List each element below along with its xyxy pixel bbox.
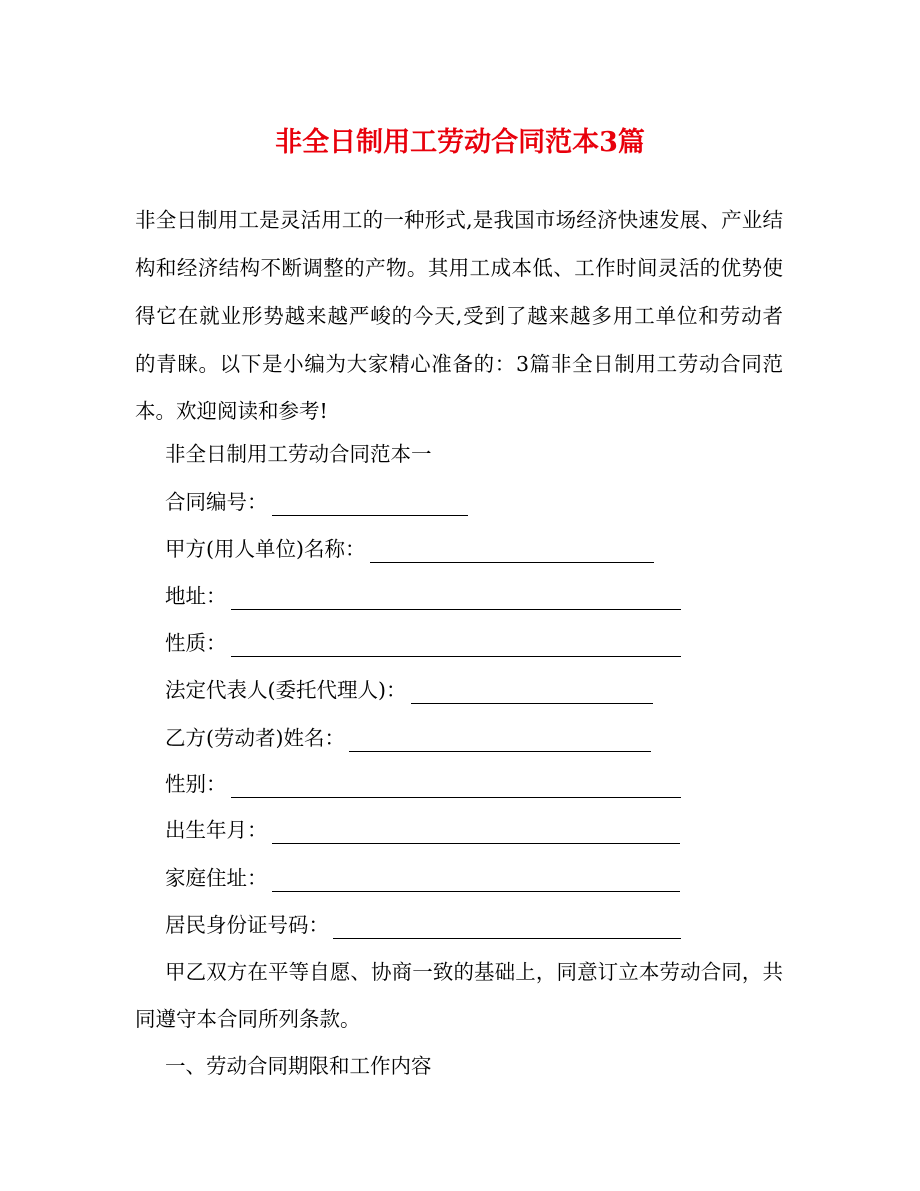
- agreement-line: 同遵守本合同所列条款。: [135, 1007, 361, 1031]
- field-label: 乙方(劳动者)姓名：: [165, 726, 345, 750]
- field-label: 法定代表人(委托代理人)：: [165, 678, 407, 702]
- clause-heading: [165, 1052, 432, 1080]
- intro-line: 构和经济结构不断调整的产物。其用工成本低、工作时间灵活的优势使: [135, 256, 783, 280]
- field-id-number: [165, 911, 681, 939]
- field-blank[interactable]: [272, 493, 468, 516]
- intro-line: 的青睐。以下是小编为大家精心准备的：3篇非全日制用工劳动合同范: [135, 352, 783, 376]
- field-home-address: [165, 864, 680, 892]
- agreement-line: 甲乙双方在平等自愿、协商一致的基础上，同意订立本劳动合同，共: [165, 960, 783, 984]
- field-blank[interactable]: [370, 540, 654, 563]
- section-title: [165, 440, 432, 468]
- section-title-text: 非全日制用工劳动合同范本一: [165, 442, 432, 466]
- field-label: 家庭住址：: [165, 866, 268, 890]
- field-gender: [165, 770, 681, 798]
- field-blank[interactable]: [333, 916, 681, 939]
- field-nature: [165, 629, 681, 657]
- field-label: 合同编号：: [165, 490, 268, 514]
- intro-line: 得它在就业形势越来越严峻的今天,受到了越来越多用工单位和劳动者: [135, 304, 783, 328]
- field-label: 性质：: [165, 631, 227, 655]
- field-employer-name: [165, 535, 654, 563]
- clause-heading-text: 一、劳动合同期限和工作内容: [165, 1054, 432, 1078]
- field-label: 出生年月：: [165, 818, 268, 842]
- field-label: 居民身份证号码：: [165, 913, 329, 937]
- field-birth-date: [165, 816, 680, 844]
- field-blank[interactable]: [231, 587, 681, 610]
- field-contract-number: [165, 488, 468, 516]
- field-blank[interactable]: [231, 775, 681, 798]
- field-employee-name: [165, 724, 651, 752]
- field-blank[interactable]: [349, 729, 651, 752]
- field-blank[interactable]: [411, 681, 653, 704]
- field-label: 性别：: [165, 772, 227, 796]
- field-blank[interactable]: [231, 634, 681, 657]
- intro-line: 本。欢迎阅读和参考!: [135, 399, 328, 423]
- intro-line: 非全日制用工是灵活用工的一种形式,是我国市场经济快速发展、产业结: [135, 208, 783, 232]
- field-blank[interactable]: [272, 869, 680, 892]
- field-label: 地址：: [165, 584, 227, 608]
- field-blank[interactable]: [272, 821, 680, 844]
- field-address: [165, 582, 681, 610]
- document-title: 非全日制用工劳动合同范本3篇: [275, 127, 645, 158]
- field-label: 甲方(用人单位)名称：: [165, 537, 366, 561]
- field-legal-representative: [165, 676, 653, 704]
